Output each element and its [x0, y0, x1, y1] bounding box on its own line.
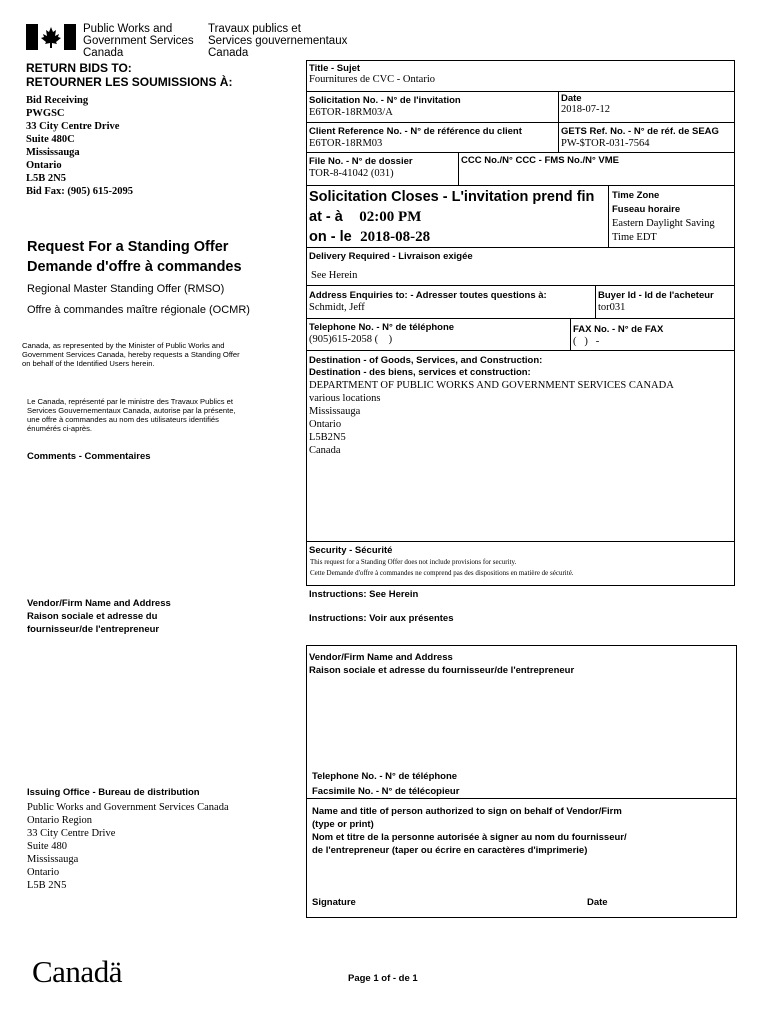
file-number-field: File No. - N° de dossier TOR-8-41042 (031) [309, 156, 413, 179]
issuing-office-address: Public Works and Government Services Canada Ontario Region 33 City Centre Drive Suite 480 Mississauga Ontario L5B 2N5 [27, 802, 229, 891]
intro-text-fr: Le Canada, représenté par le ministre des Travaux Publics et Services Gouvernementaux Canada, autorise par la présente, une offre à commandes au nom des utilisateurs identifiés énumérés ci-après. [27, 397, 236, 433]
address-enquiries-field: Address Enquiries to: - Adresser toutes questions à: Schmidt, Jeff [309, 290, 547, 313]
gets-reference-field: GETS Ref. No. - N° de réf. de SEAG PW-$TOR-031-7564 [561, 126, 719, 149]
page-number: Page 1 of - de 1 [348, 973, 418, 984]
rmso-en: Regional Master Standing Offer (RMSO) [27, 283, 225, 295]
flag-icon [26, 24, 76, 50]
time-zone-field: Time Zone Fuseau horaire Eastern Daylight Saving Time EDT [612, 190, 715, 243]
delivery-required-field: Delivery Required - Livraison exigée See Herein [309, 251, 473, 281]
comments-label: Comments - Commentaires [27, 451, 151, 462]
issuing-office-label: Issuing Office - Bureau de distribution [27, 787, 200, 798]
vendor-name-field[interactable]: Vendor/Firm Name and Address Raison sociale et adresse du fournisseur/de l'entrepreneur [309, 652, 575, 676]
vendor-fax-label[interactable]: Facsimile No. - N° de télécopieur [312, 786, 460, 797]
date-field: Date 2018-07-12 [561, 93, 610, 115]
vendor-telephone-label[interactable]: Telephone No. - N° de téléphone [312, 771, 458, 782]
solicitation-closes-field: Solicitation Closes - L'invitation prend fin at - à 02:00 PM on - le 2018-08-28 [309, 189, 595, 245]
page-title: Request For a Standing Offer Demande d'offre à commandes [27, 239, 242, 275]
telephone-field: Telephone No. - N° de téléphone (905)615-2058 ( ) [309, 322, 455, 345]
buyer-id-field: Buyer Id - Id de l'acheteur tor031 [598, 290, 714, 313]
title-field: Title - Sujet Fournitures de CVC - Ontario [309, 63, 435, 85]
security-field: Security - Sécurité This request for a Standing Offer does not include provisions for security. Cette Demande d'offre à commandes ne comprend pas des dispositions en matière de sécurité. [309, 545, 574, 577]
instructions-en: Instructions: See Herein [309, 589, 419, 600]
fax-field: FAX No. - N° de FAX ( ) - [573, 324, 664, 347]
department-name-fr: Travaux publics et Services gouvernementaux Canada [208, 23, 348, 59]
ccc-number-field: CCC No./N° CCC - FMS No./N° VME [461, 155, 620, 166]
department-name-en: Public Works and Government Services Canada [83, 23, 194, 59]
signature-date-label[interactable]: Date [587, 897, 608, 908]
intro-text-en: Canada, as represented by the Minister of Public Works and Government Services Canada, hereby requests a Standing Offer on behalf of the Identified Users herein. [22, 341, 240, 368]
instructions-fr: Instructions: Voir aux présentes [309, 613, 454, 624]
destination-field: Destination - of Goods, Services, and Construction: Destination - des biens, services et construction: DEPARTMENT OF PUBLIC WORKS AND GOVERNMENT SERVICES CANADA various locations Mississauga Ontario L5B2N5 Canada [309, 355, 674, 456]
signature-label[interactable]: Signature [312, 897, 356, 908]
rmso-fr: Offre à commandes maître régionale (OCMR) [27, 304, 250, 316]
solicitation-number-field: Solicitation No. - N° de l'invitation E6TOR-18RM03/A [309, 95, 461, 118]
authorized-person-field[interactable]: Name and title of person authorized to sign on behalf of Vendor/Firm (type or print) Nom et titre de la personne autorisée à signer au nom du fournisseur/ de l'entrepreneur (taper ou écrire en caractères d'imprimerie) [312, 806, 627, 856]
return-address: Bid Receiving PWGSC 33 City Centre Drive Suite 480C Mississauga Ontario L5B 2N5 Bid Fax: (905) 615-2095 [26, 95, 134, 197]
canada-wordmark: Canadä [32, 954, 122, 989]
client-reference-field: Client Reference No. - N° de référence du client E6TOR-18RM03 [309, 126, 522, 149]
return-bids-title: RETURN BIDS TO: RETOURNER LES SOUMISSIONS À: [26, 61, 233, 89]
vendor-label-left: Vendor/Firm Name and Address Raison sociale et adresse du fournisseur/de l'entrepreneur [27, 598, 171, 635]
